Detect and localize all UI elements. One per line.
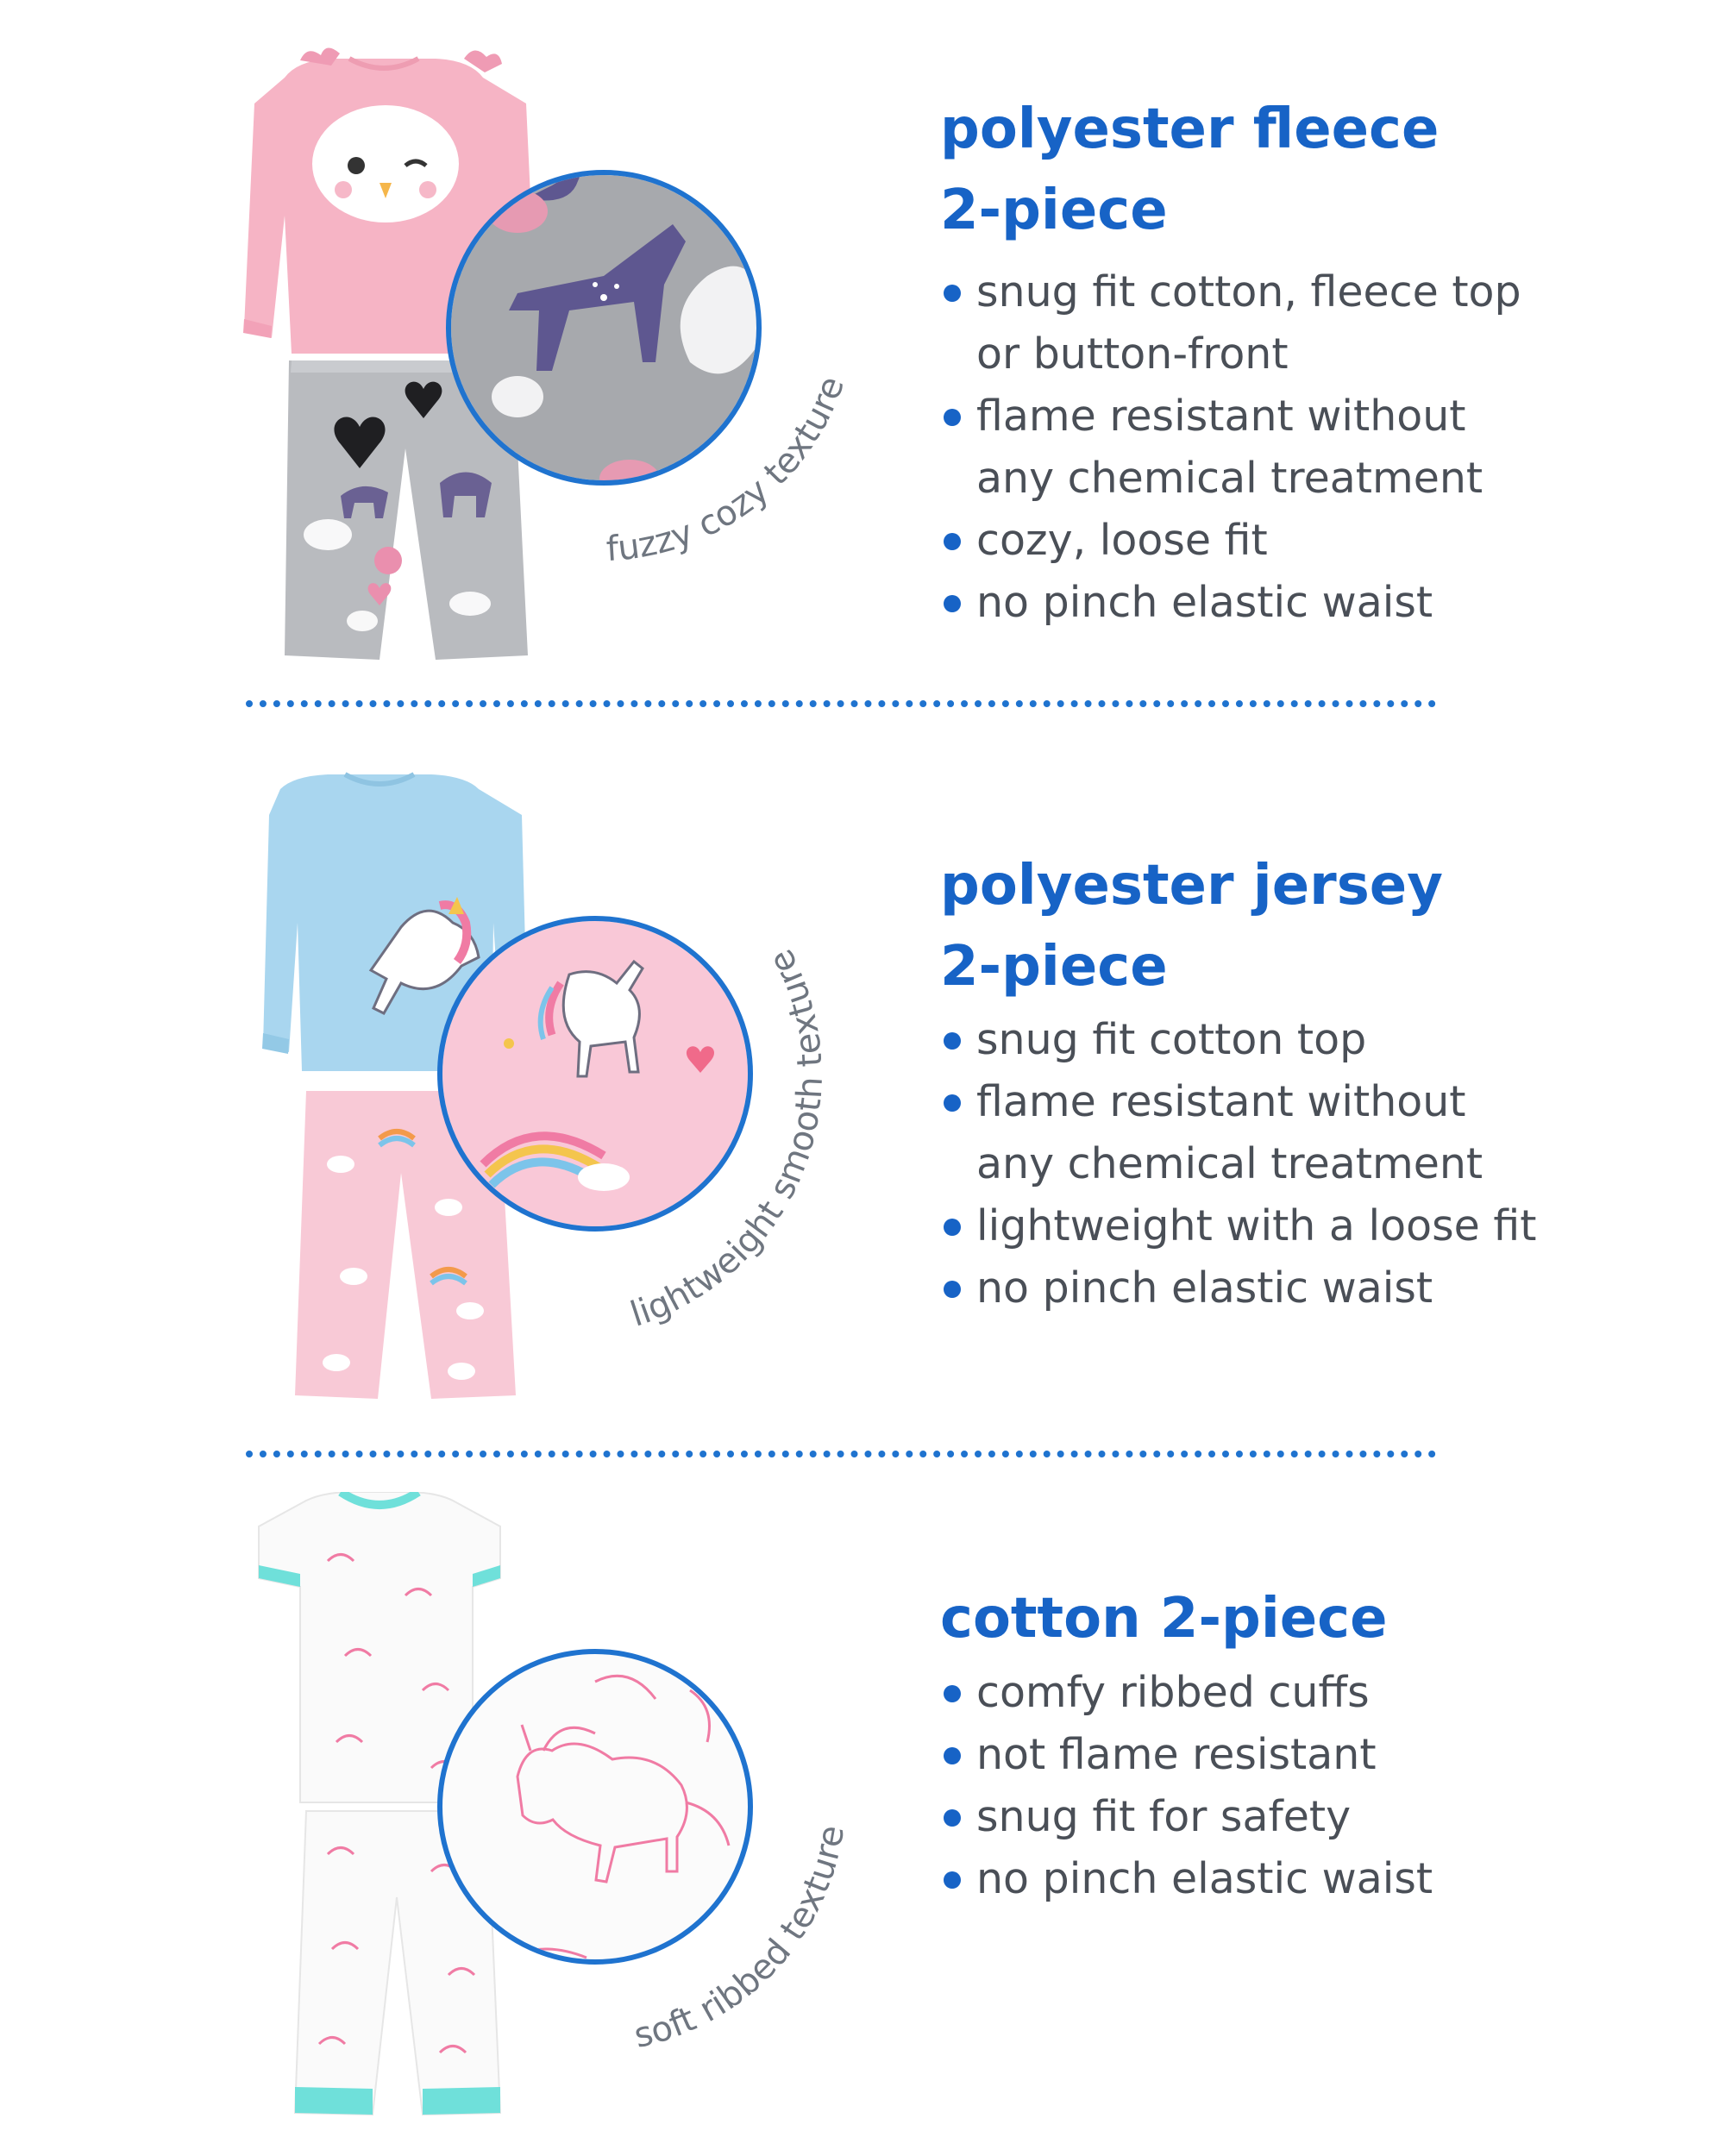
- feature-list: [940, 1662, 1433, 1910]
- texture-label-cotton-path: soft ribbed texture: [630, 1822, 853, 2057]
- texture-label-fleece-path: fuzzy cozy texture: [605, 371, 853, 570]
- title-line-1: polyester fleece: [940, 97, 1440, 161]
- feature-text-continued: any chemical treatment: [976, 1139, 1484, 1188]
- feature-text: no pinch elastic waist: [976, 1263, 1433, 1313]
- feature-text: flame resistant without: [976, 1077, 1466, 1126]
- section-title: [940, 89, 1439, 251]
- feature-item: [940, 261, 1521, 385]
- title-line-1: polyester jersey: [940, 854, 1443, 918]
- feature-item: [940, 1786, 1433, 1848]
- section-divider: [246, 1451, 1436, 1457]
- jersey-product-art: [0, 759, 914, 1432]
- feature-item: [940, 572, 1521, 634]
- cotton-product-art: [0, 1492, 914, 2156]
- section-divider: [246, 700, 1436, 707]
- feature-item: [940, 1009, 1536, 1071]
- feature-item: [940, 385, 1521, 510]
- feature-text: no pinch elastic waist: [976, 1854, 1433, 1903]
- feature-text: not flame resistant: [976, 1730, 1377, 1779]
- fleece-product-art: [0, 0, 914, 690]
- feature-text: cozy, loose fit: [976, 516, 1268, 565]
- feature-list: [940, 1009, 1536, 1319]
- feature-text: snug fit for safety: [976, 1792, 1352, 1841]
- feature-text: snug fit cotton, fleece top: [976, 267, 1521, 317]
- title-line-2: 2-piece: [940, 935, 1168, 999]
- texture-label-jersey-path: lightweight smooth texture: [625, 943, 831, 1335]
- feature-text-continued: any chemical treatment: [976, 454, 1484, 503]
- feature-text-continued: or button-front: [976, 329, 1289, 379]
- feature-text: snug fit cotton top: [976, 1015, 1367, 1064]
- feature-item: [940, 1195, 1536, 1257]
- section-title: [940, 845, 1443, 1007]
- feature-item: [940, 1848, 1433, 1910]
- feature-text: flame resistant without: [976, 392, 1466, 441]
- section-title: [940, 1578, 1388, 1659]
- feature-item: [940, 510, 1521, 572]
- title-line-2: 2-piece: [940, 179, 1168, 242]
- feature-item: [940, 1071, 1536, 1195]
- section-cotton: [0, 1492, 1725, 2156]
- feature-item: [940, 1257, 1536, 1319]
- feature-text: comfy ribbed cuffs: [976, 1668, 1370, 1717]
- feature-text: lightweight with a loose fit: [976, 1201, 1537, 1250]
- title-line-1: cotton 2-piece: [940, 1587, 1388, 1651]
- feature-text: no pinch elastic waist: [976, 578, 1433, 627]
- feature-item: [940, 1662, 1433, 1724]
- feature-list: [940, 261, 1521, 634]
- feature-item: [940, 1724, 1433, 1786]
- section-jersey: [0, 759, 1725, 1432]
- section-fleece: [0, 0, 1725, 690]
